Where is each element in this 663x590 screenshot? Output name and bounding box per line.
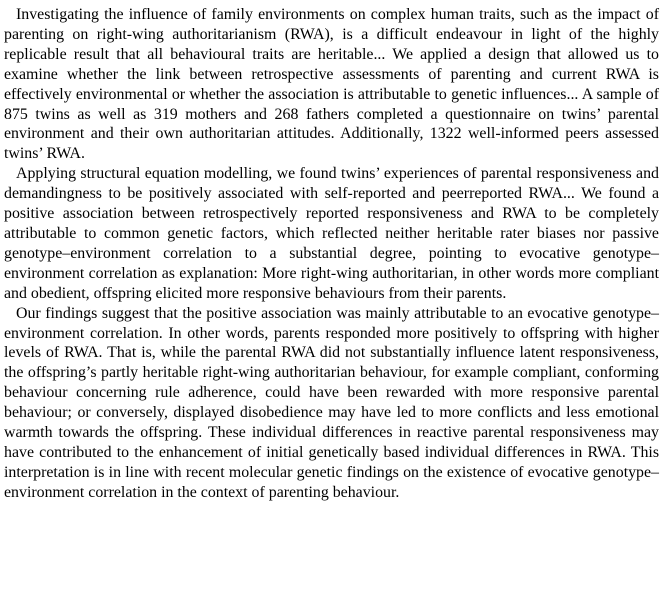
paragraph-discussion: Our findings suggest that the positive association was mainly attributable to an evocative genotype–environment correlation. In other words, parents responded more positively to offspring with higher levels of RWA. That is, while the parental RWA did not substantially influence latent responsiveness, the offspring’s partly heritable right-wing authoritarian behaviour, for example compliant, conforming behaviour concerning rule adherence, could have been rewarded with more responsive parental behaviour; or conversely, displayed disobedience may have led to more conflicts and less emotional warmth towards the offspring. These individual differences in reactive parental responsiveness may have contributed to the enhancement of initial genetically based individual differences in RWA. This interpretation is in line with recent molecular genetic findings on the existence of evocative genotype–environment correlation in the context of parenting behaviour.	[4, 304, 659, 501]
paragraph-study-design: Investigating the influence of family environments on complex human traits, such as the impact of parenting on right-wing authoritarianism (RWA), is a difficult endeavour in light of the highly replicable result that all behavioural traits are heritable... We applied a design that allowed us to examine whether the link between retrospective assessments of parenting and current RWA is effectively environmental or whether the association is attributable to genetic influences... A sample of 875 twins as well as 319 mothers and 268 fathers completed a questionnaire on twins’ parental environment and their own authoritarian attitudes. Additionally, 1322 well-informed peers assessed twins’ RWA.	[4, 6, 659, 163]
paragraph-results: Applying structural equation modelling, we found twins’ experiences of parental responsiveness and demandingness to be positively associated with self-reported and peerreported RWA... We found a positive association between retrospectively reported responsiveness and RWA to be completely attributable to common genetic factors, which reflected neither heritable rater biases nor passive genotype–environment correlation to a substantial degree, pointing to evocative genotype–environment correlation as explanation: More right-wing authoritarian, in other words more compliant and obedient, offspring elicited more responsive behaviours from their parents.	[4, 165, 659, 302]
